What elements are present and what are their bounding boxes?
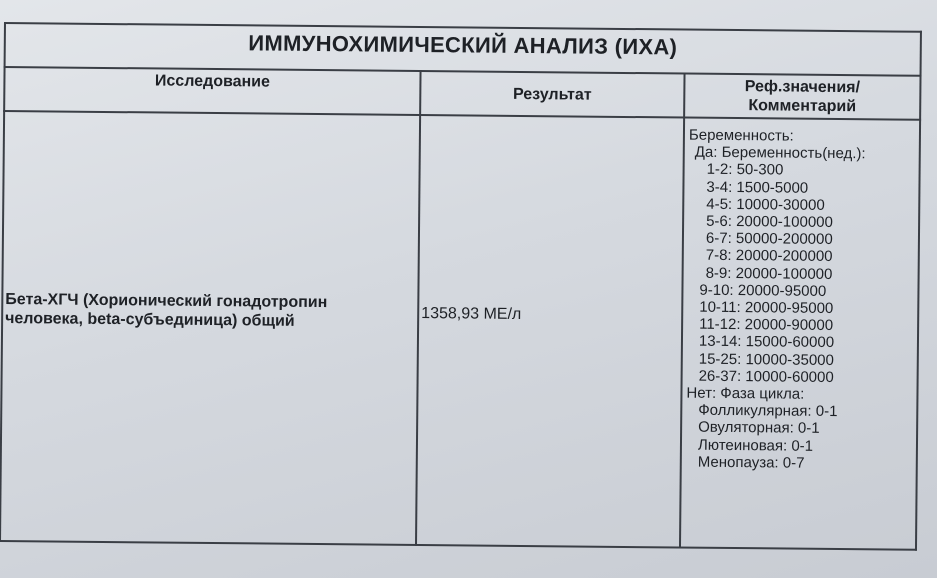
- header-result-label: Результат: [512, 85, 592, 104]
- test-name-line: Бета-ХГЧ (Хорионический гонадотропин: [5, 291, 328, 312]
- reference-line: 1-2: 50-300: [706, 161, 784, 179]
- reference-line: 7-8: 20000-200000: [705, 247, 833, 266]
- header-test-label: Исследование: [154, 72, 271, 91]
- reference-line: Лютеиновая: 0-1: [697, 436, 814, 455]
- test-name-line: человека, beta-субъединица) общий: [5, 310, 295, 330]
- test-name-cell: [5, 290, 417, 332]
- reference-line: 3-4: 1500-5000: [706, 178, 809, 197]
- reference-line: Менопауза: 0-7: [697, 453, 805, 472]
- results-table: [0, 22, 922, 551]
- reference-line: 13-14: 15000-60000: [698, 333, 835, 352]
- reference-line: 5-6: 20000-100000: [706, 212, 833, 231]
- reference-line: 9-10: 20000-95000: [699, 281, 827, 300]
- reference-line: 11-12: 20000-90000: [699, 315, 834, 335]
- reference-line: Овуляторная: 0-1: [698, 419, 820, 438]
- header-reference: [685, 77, 919, 117]
- reference-line: Да: Беременность(нед.):: [694, 143, 866, 163]
- reference-line: 10-11: 20000-95000: [699, 298, 834, 318]
- header-result: [421, 84, 683, 106]
- reference-line: 4-5: 10000-30000: [706, 195, 825, 214]
- reference-line: 6-7: 50000-200000: [705, 229, 833, 249]
- reference-line: Беременность:: [688, 126, 794, 145]
- reference-line: Нет: Фаза цикла:: [686, 384, 805, 403]
- reference-line: 15-25: 10000-35000: [698, 350, 834, 369]
- report-title: ИММУНОХИМИЧЕСКИЙ АНАЛИЗ (ИХА): [248, 30, 678, 60]
- reference-line: 8-9: 20000-100000: [705, 264, 833, 283]
- header-reference-line: Реф.значения/: [744, 78, 861, 97]
- lab-report-sheet: [0, 22, 922, 551]
- result-value: 1358,93 МЕ/л: [421, 305, 522, 323]
- reference-values-cell: [686, 127, 866, 473]
- header-test: [5, 70, 419, 93]
- reference-line: 26-37: 10000-60000: [698, 367, 834, 386]
- table-bottom-border: [0, 540, 917, 551]
- header-reference-line: Комментарий: [748, 97, 857, 116]
- reference-line: Фолликулярная: 0-1: [698, 401, 838, 421]
- table-left-border: [0, 22, 6, 542]
